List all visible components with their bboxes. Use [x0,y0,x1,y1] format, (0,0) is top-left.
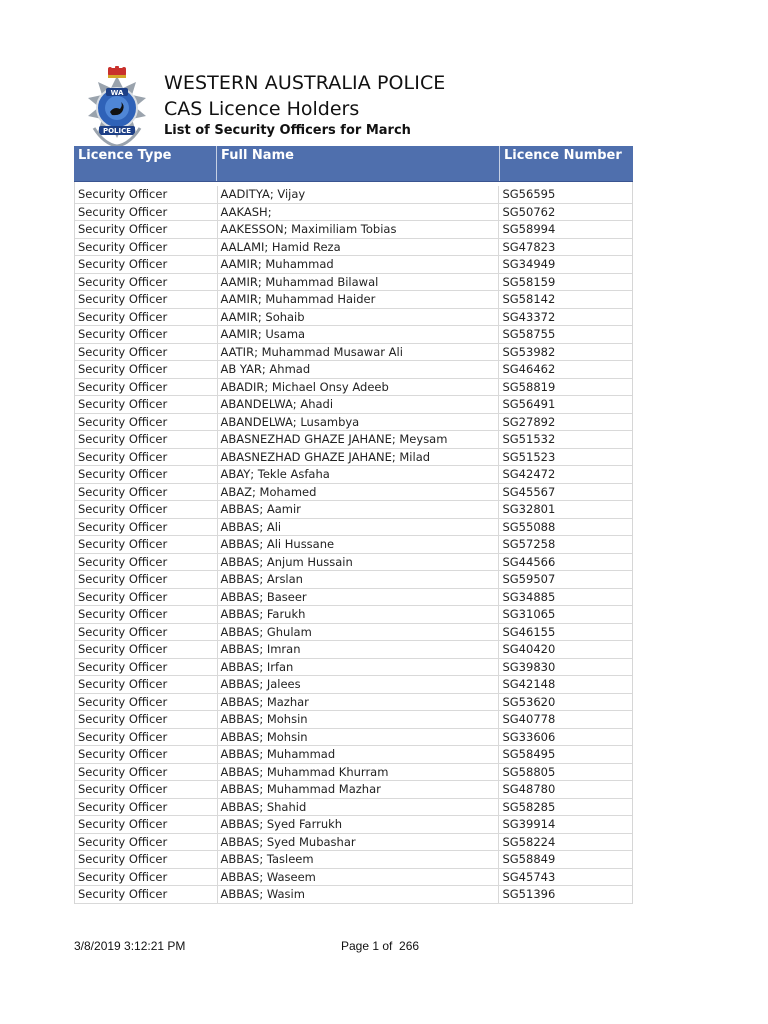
table-row [75,414,632,432]
cell-licence-type: Security Officer [75,414,218,431]
table-row [75,694,632,712]
licence-table [74,146,633,904]
cell-full-name: ABBAS; Aamir [218,501,500,518]
cell-licence-number: SG58819 [502,379,556,394]
table-row [75,519,632,537]
cell-licence-number: SG32801 [502,502,556,516]
cell-licence-number: SG42472 [502,467,556,481]
table-header [74,146,633,182]
cell-full-name: ABANDELWA; Lusambya [218,414,500,431]
cell-full-name: ABAZ; Mohamed [218,484,500,501]
cell-licence-type: Security Officer [75,641,218,658]
cell-full-name: ABBAS; Shahid [218,799,500,816]
cell-full-name: ABBAS; Imran [218,641,500,658]
cell-licence-number: SG58224 [502,834,556,849]
cell-full-name: ABBAS; Arslan [218,571,500,588]
cell-licence-type: Security Officer [75,256,218,273]
cell-full-name: ABBAS; Muhammad Khurram [218,764,500,781]
cell-licence-type: Security Officer [75,396,218,413]
cell-licence-number: SG40420 [502,642,556,656]
cell-full-name: ABBAS; Jalees [218,676,500,693]
table-row [75,641,632,659]
cell-licence-type: Security Officer [75,519,218,536]
cell-full-name: ABBAS; Syed Farrukh [218,816,500,833]
cell-full-name: ABBAS; Anjum Hussain [218,554,500,571]
cell-licence-type: Security Officer [75,711,218,728]
table-row [75,624,632,642]
cell-licence-type: Security Officer [75,571,218,588]
cell-licence-type: Security Officer [75,694,218,711]
cell-full-name: AAKASH; [218,204,500,221]
cell-full-name: ABBAS; Syed Mubashar [218,834,500,851]
table-row [75,309,632,327]
cell-full-name: ABBAS; Muhammad [218,746,500,763]
cell-full-name: ABBAS; Ghulam [218,624,500,641]
cell-licence-type: Security Officer [75,869,218,886]
cell-licence-type: Security Officer [75,361,218,378]
page-subtitle: CAS Licence Holders [164,98,360,120]
cell-licence-number: SG47823 [502,239,556,254]
cell-full-name: ABAY; Tekle Asfaha [218,466,500,483]
cell-licence-type: Security Officer [75,326,218,343]
cell-licence-number: SG43372 [502,309,556,324]
table-row [75,554,632,572]
cell-full-name: AAMIR; Sohaib [218,309,500,326]
table-row [75,676,632,694]
cell-licence-number: SG53620 [502,694,556,709]
cell-licence-type: Security Officer [75,606,218,623]
page-caption: List of Security Officers for March [164,123,411,138]
cell-full-name: ABADIR; Michael Onsy Adeeb [218,379,500,396]
cell-licence-number: SG39830 [502,659,556,674]
footer-timestamp: 3/8/2019 3:12:21 PM [74,939,186,953]
cell-licence-number: SG40778 [502,712,556,726]
cell-licence-number: SG56491 [502,397,556,411]
table-row [75,361,632,379]
cell-full-name: AAMIR; Usama [218,326,500,343]
cell-licence-type: Security Officer [75,501,218,518]
table-row [75,851,632,869]
cell-licence-type: Security Officer [75,624,218,641]
table-row [75,204,632,222]
cell-full-name: ABBAS; Ali Hussane [218,536,500,553]
cell-licence-type: Security Officer [75,554,218,571]
column-header-licence-type: Licence Type [74,146,217,181]
table-row [75,326,632,344]
cell-licence-number: SG51532 [502,432,556,446]
column-header-licence-number: Licence Number [504,148,622,163]
table-row [75,449,632,467]
cell-licence-type: Security Officer [75,851,218,868]
cell-licence-number: SG27892 [502,414,556,429]
column-header-full-name: Full Name [217,146,500,181]
cell-licence-number: SG45567 [502,484,556,499]
table-row [75,816,632,834]
cell-licence-type: Security Officer [75,379,218,396]
cell-full-name: AAMIR; Muhammad [218,256,500,273]
cell-full-name: AAKESSON; Maximiliam Tobias [218,221,500,238]
cell-licence-type: Security Officer [75,449,218,466]
table-row [75,834,632,852]
cell-licence-type: Security Officer [75,204,218,221]
table-row [75,571,632,589]
table-row [75,589,632,607]
cell-full-name: AAMIR; Muhammad Haider [218,291,500,308]
table-row [75,379,632,397]
cell-licence-number: SG50762 [502,204,556,219]
cell-full-name: ABBAS; Muhammad Mazhar [218,781,500,798]
cell-licence-number: SG51396 [502,887,556,901]
cell-licence-type: Security Officer [75,799,218,816]
cell-licence-type: Security Officer [75,886,218,903]
cell-licence-number: SG58285 [502,799,556,814]
cell-full-name: AADITYA; Vijay [218,186,500,203]
table-body [74,186,633,904]
cell-licence-number: SG31065 [502,607,556,621]
table-row [75,711,632,729]
table-row [75,501,632,519]
cell-full-name: ABBAS; Mohsin [218,711,500,728]
cell-licence-type: Security Officer [75,764,218,781]
table-row [75,466,632,484]
cell-full-name: ABASNEZHAD GHAZE JAHANE; Meysam [218,431,500,448]
cell-full-name: ABBAS; Mohsin [218,729,500,746]
table-row [75,799,632,817]
cell-licence-type: Security Officer [75,746,218,763]
cell-licence-number: SG58994 [502,222,556,236]
cell-full-name: ABBAS; Farukh [218,606,500,623]
cell-licence-type: Security Officer [75,834,218,851]
cell-full-name: ABBAS; Irfan [218,659,500,676]
cell-licence-number: SG58805 [502,764,556,779]
cell-licence-type: Security Officer [75,729,218,746]
table-row [75,659,632,677]
cell-full-name: ABBAS; Ali [218,519,500,536]
cell-licence-type: Security Officer [75,659,218,676]
cell-licence-number: SG42148 [502,677,556,691]
page-title: WESTERN AUSTRALIA POLICE [164,72,446,94]
cell-licence-number: SG48780 [502,782,556,796]
cell-licence-number: SG58755 [502,327,556,341]
table-row [75,221,632,239]
cell-licence-type: Security Officer [75,274,218,291]
logo-top-text: WA [110,89,124,97]
table-row [75,536,632,554]
logo-bottom-text: POLICE [102,127,132,135]
cell-licence-type: Security Officer [75,484,218,501]
cell-licence-number: SG33606 [502,729,556,744]
cell-licence-number: SG46462 [502,362,556,376]
cell-full-name: ABASNEZHAD GHAZE JAHANE; Milad [218,449,500,466]
cell-licence-type: Security Officer [75,589,218,606]
table-row [75,396,632,414]
table-row [75,256,632,274]
cell-licence-type: Security Officer [75,221,218,238]
cell-licence-type: Security Officer [75,309,218,326]
cell-licence-number: SG34885 [502,589,556,604]
cell-full-name: AATIR; Muhammad Musawar Ali [218,344,500,361]
cell-full-name: ABBAS; Mazhar [218,694,500,711]
table-row [75,886,632,904]
cell-full-name: AB YAR; Ahmad [218,361,500,378]
table-row [75,781,632,799]
table-row [75,291,632,309]
cell-licence-number: SG58849 [502,852,556,866]
cell-licence-number: SG55088 [502,519,556,534]
footer-page-number: Page 1 of 266 [341,939,420,953]
table-row [75,484,632,502]
cell-licence-number: SG58495 [502,747,556,761]
wa-police-logo [74,66,160,150]
cell-licence-number: SG44566 [502,554,556,569]
cell-full-name: AALAMI; Hamid Reza [218,239,500,256]
table-row [75,239,632,257]
cell-licence-type: Security Officer [75,781,218,798]
cell-licence-number: SG34949 [502,257,556,271]
cell-licence-type: Security Officer [75,676,218,693]
table-row [75,606,632,624]
cell-licence-number: SG51523 [502,449,556,464]
cell-licence-number: SG59507 [502,572,556,586]
cell-licence-number: SG58159 [502,274,556,289]
cell-licence-number: SG39914 [502,817,556,831]
cell-licence-type: Security Officer [75,291,218,308]
table-row [75,764,632,782]
cell-full-name: ABANDELWA; Ahadi [218,396,500,413]
cell-licence-type: Security Officer [75,186,218,203]
cell-full-name: ABBAS; Tasleem [218,851,500,868]
cell-licence-type: Security Officer [75,466,218,483]
cell-licence-number: SG58142 [502,292,556,306]
cell-licence-number: SG56595 [502,187,556,201]
cell-full-name: ABBAS; Wasim [218,886,500,903]
cell-licence-number: SG57258 [502,537,556,551]
cell-licence-number: SG45743 [502,869,556,884]
cell-licence-type: Security Officer [75,344,218,361]
cell-licence-number: SG53982 [502,344,556,359]
cell-full-name: ABBAS; Baseer [218,589,500,606]
table-row [75,186,632,204]
table-row [75,746,632,764]
cell-licence-type: Security Officer [75,536,218,553]
table-row [75,274,632,292]
cell-licence-number: SG46155 [502,624,556,639]
cell-licence-type: Security Officer [75,239,218,256]
table-row [75,344,632,362]
cell-licence-type: Security Officer [75,431,218,448]
cell-full-name: ABBAS; Waseem [218,869,500,886]
table-row [75,729,632,747]
cell-licence-type: Security Officer [75,816,218,833]
table-row [75,869,632,887]
cell-full-name: AAMIR; Muhammad Bilawal [218,274,500,291]
table-row [75,431,632,449]
